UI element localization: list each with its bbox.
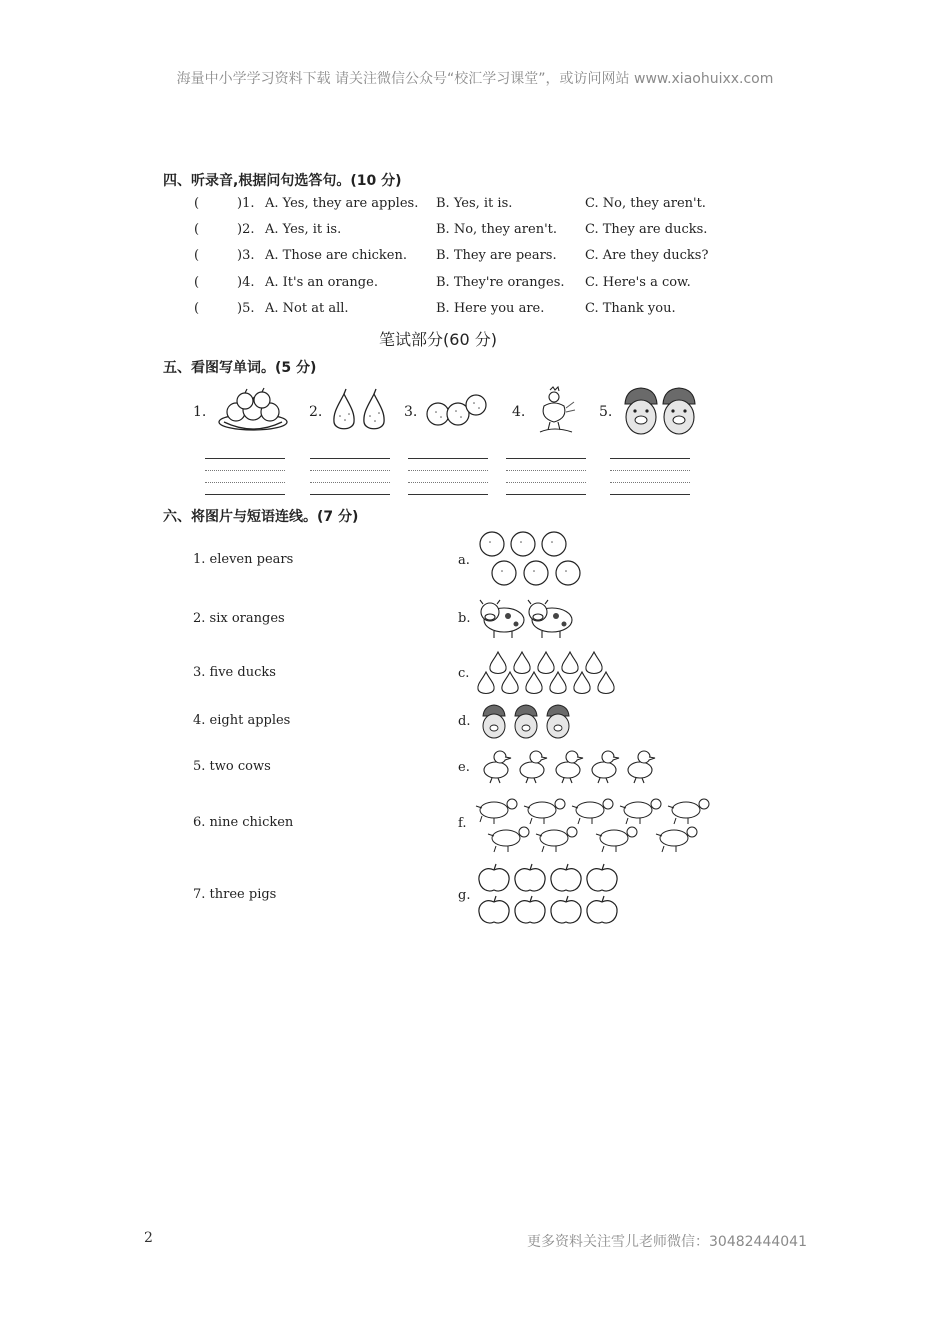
orange-icon <box>480 532 504 556</box>
option-a: A. Yes, they are apples. <box>265 196 419 211</box>
phrase-item[interactable]: 2. six oranges <box>193 611 285 626</box>
chicken-icon <box>488 827 529 852</box>
pear-icon <box>586 652 602 674</box>
picture-d-pigs[interactable] <box>480 704 576 740</box>
question-number: )1. <box>237 196 255 211</box>
header-note: 海量中小学学习资料下载 请关注微信公众号“校汇学习课堂”，或访问网站 www.xiaohuixx.com <box>176 71 774 87</box>
picture-number: 1. <box>193 404 207 420</box>
pear-icon <box>562 652 578 674</box>
orange-icon <box>511 532 535 556</box>
cow-icon <box>480 600 524 638</box>
question-number: )2. <box>237 222 255 237</box>
picture-letter: g. <box>458 888 471 903</box>
section5-title: 五、看图写单词。(5 分) <box>163 360 317 376</box>
question-number: )3. <box>237 248 255 263</box>
cow-icon <box>528 600 572 638</box>
section6-title: 六、将图片与短语连线。(7 分) <box>163 509 359 525</box>
duck-icon <box>520 751 547 783</box>
pig-icon <box>483 705 505 738</box>
answer-bracket[interactable]: ( <box>194 196 200 211</box>
duck-icon <box>556 751 583 783</box>
pear-icon <box>538 652 554 674</box>
question-number: )4. <box>237 275 255 290</box>
apple-icon <box>551 901 581 923</box>
option-a: A. Not at all. <box>265 301 349 316</box>
apple-icon <box>587 869 617 891</box>
phrase-item[interactable]: 5. two cows <box>193 759 271 774</box>
chicken-icon <box>620 799 661 824</box>
chicken-icon <box>476 799 517 824</box>
pig-icon <box>547 705 569 738</box>
picture-g-apples[interactable] <box>476 862 622 926</box>
answer-bracket[interactable]: ( <box>194 222 200 237</box>
picture-letter: b. <box>458 611 471 626</box>
pear-icon <box>478 672 494 694</box>
picture-letter: f. <box>458 816 467 831</box>
picture-letter: c. <box>458 666 470 681</box>
option-c: C. Here's a cow. <box>585 275 691 290</box>
chicken-icon <box>668 799 709 824</box>
apple-icon <box>587 901 617 923</box>
picture-c-pears[interactable] <box>476 648 616 696</box>
pear-icon <box>490 652 506 674</box>
question-number: )5. <box>237 301 255 316</box>
option-a: A. Yes, it is. <box>265 222 342 237</box>
apple-icon <box>479 869 509 891</box>
picture-a-oranges[interactable] <box>476 530 588 588</box>
duck-icon <box>628 751 655 783</box>
duck-icon <box>592 751 619 783</box>
phrase-item[interactable]: 4. eight apples <box>193 713 291 728</box>
answer-bracket[interactable]: ( <box>194 248 200 263</box>
option-b: B. Here you are. <box>436 301 545 316</box>
picture-number: 3. <box>404 404 418 420</box>
pear-icon <box>598 672 614 694</box>
option-c: C. No, they aren't. <box>585 196 706 211</box>
option-c: C. Thank you. <box>585 301 676 316</box>
chicken-icon <box>536 827 577 852</box>
option-c: C. They are ducks. <box>585 222 708 237</box>
option-a: A. Those are chicken. <box>265 248 407 263</box>
option-b: B. They're oranges. <box>436 275 565 290</box>
footer-note: 更多资料关注雪儿老师微信：30482444041 <box>527 1234 807 1250</box>
section4-title: 四、听录音,根据问句选答句。(10 分) <box>163 173 402 189</box>
chicken-icon <box>524 799 565 824</box>
orange-icon <box>524 561 548 585</box>
written-part-title: 笔试部分(60 分) <box>379 330 497 349</box>
chicken-icon <box>656 827 697 852</box>
page-number: 2 <box>144 1230 153 1246</box>
picture-letter: e. <box>458 760 470 775</box>
picture-letter: a. <box>458 553 470 568</box>
picture-letter: d. <box>458 714 471 729</box>
option-b: B. They are pears. <box>436 248 557 263</box>
apple-bowl-icon <box>216 388 290 434</box>
picture-e-ducks[interactable] <box>478 746 658 784</box>
answer-bracket[interactable]: ( <box>194 275 200 290</box>
answer-bracket[interactable]: ( <box>194 301 200 316</box>
orange-icon <box>556 561 580 585</box>
orange-icon <box>492 561 516 585</box>
chicken-icon <box>572 799 613 824</box>
picture-f-chickens[interactable] <box>474 796 718 856</box>
pear-icon <box>502 672 518 694</box>
phrase-item[interactable]: 6. nine chicken <box>193 815 294 830</box>
option-a: A. It's an orange. <box>265 275 378 290</box>
pigs-icon <box>622 386 698 438</box>
pears-icon <box>330 388 388 434</box>
picture-number: 5. <box>599 404 613 420</box>
pear-icon <box>550 672 566 694</box>
orange-icon <box>542 532 566 556</box>
apple-icon <box>551 869 581 891</box>
duck-icon <box>484 751 511 783</box>
option-c: C. Are they ducks? <box>585 248 709 263</box>
pear-icon <box>514 652 530 674</box>
pear-icon <box>574 672 590 694</box>
picture-number: 2. <box>309 404 323 420</box>
apple-icon <box>515 869 545 891</box>
phrase-item[interactable]: 3. five ducks <box>193 665 276 680</box>
pear-icon <box>526 672 542 694</box>
pig-icon <box>515 705 537 738</box>
chicken-icon <box>596 827 637 852</box>
apple-icon <box>515 901 545 923</box>
picture-number: 4. <box>512 404 526 420</box>
oranges-icon <box>426 394 488 428</box>
chicken-icon <box>530 386 578 436</box>
phrase-item[interactable]: 1. eleven pears <box>193 552 294 567</box>
picture-b-cows[interactable] <box>478 598 576 640</box>
option-b: B. No, they aren't. <box>436 222 558 237</box>
option-b: B. Yes, it is. <box>436 196 513 211</box>
phrase-item[interactable]: 7. three pigs <box>193 887 277 902</box>
apple-icon <box>479 901 509 923</box>
